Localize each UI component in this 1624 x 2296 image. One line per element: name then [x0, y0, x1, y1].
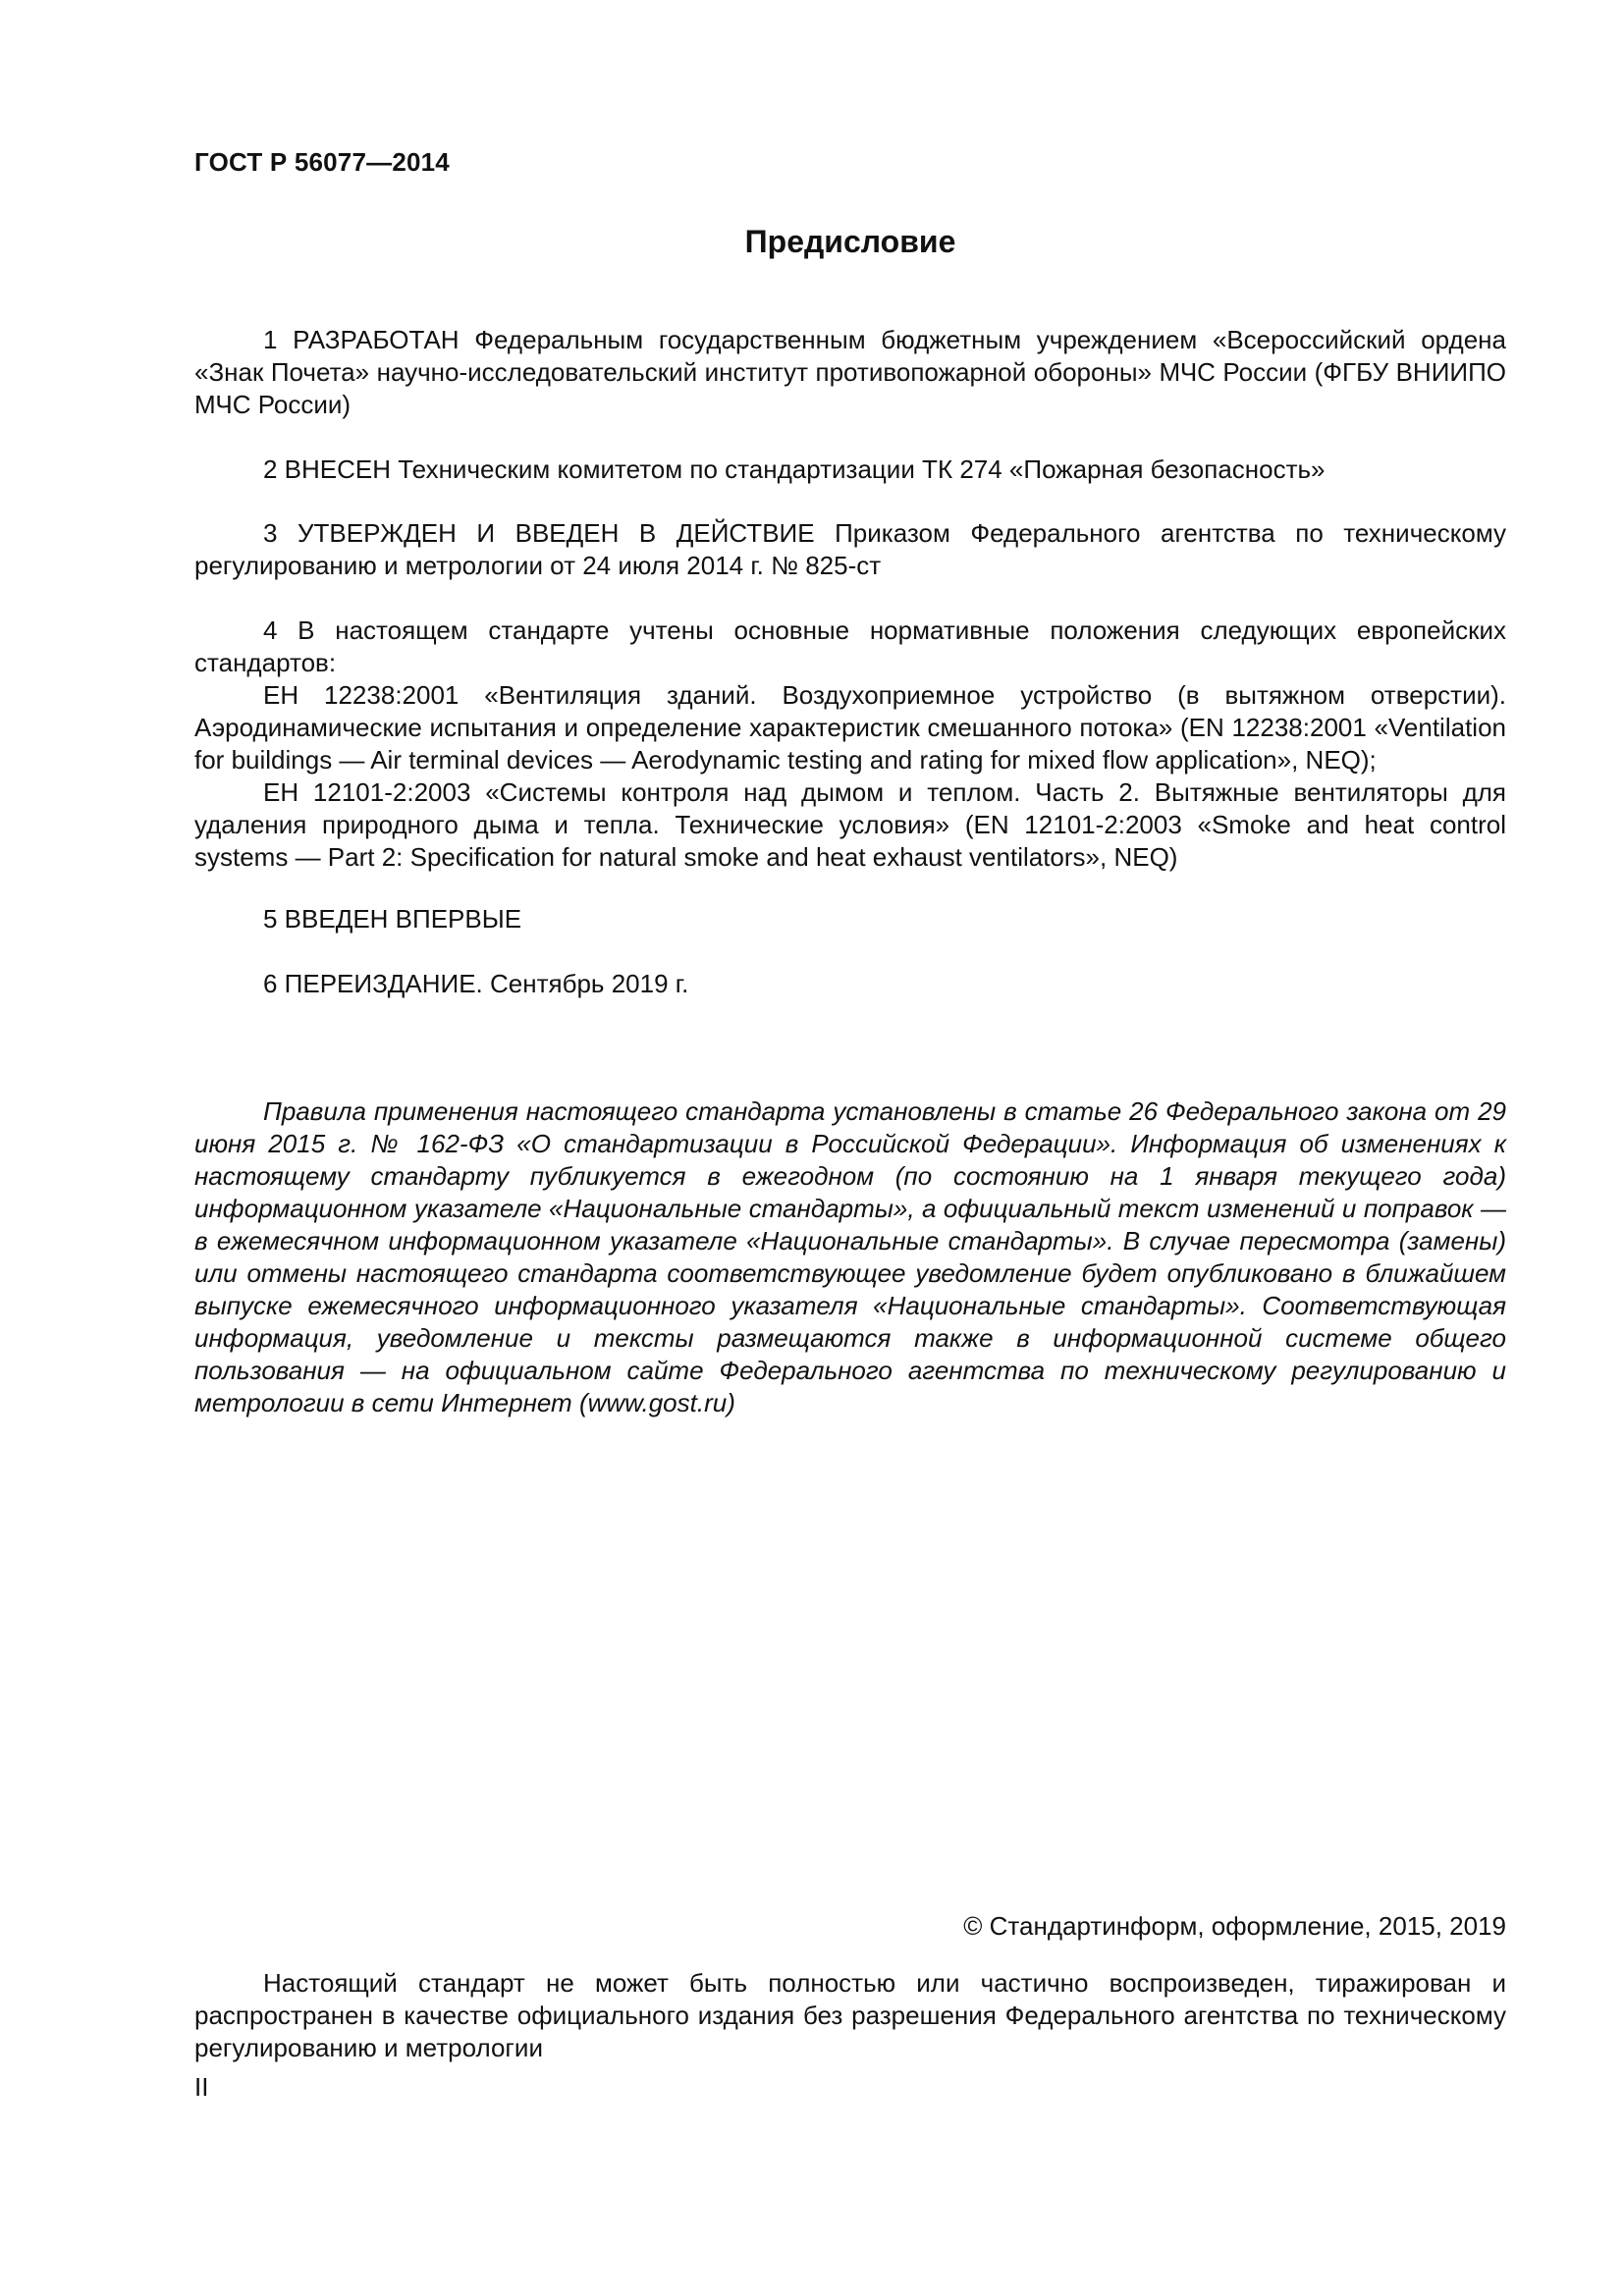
- page-number: II: [194, 2072, 209, 2102]
- item-4-intro: 4 В настоящем стандарте учтены основные нормативные положения следующих европейских стандартов:: [194, 615, 1506, 677]
- foreword-item-2: [194, 454, 1506, 486]
- item-4-standard-1: ЕН 12238:2001 «Вентиляция зданий. Воздухоприемное устройство (в вытяжном отверстии). Аэродинамические испытания и определение характеристик смешанного потока» (EN 12238:2001 «Ventilation for buildings — Air terminal devices — Aerodynamic testing and rating for mixed flow application», NEQ);: [194, 680, 1506, 774]
- copyright-line: © Стандартинформ, оформление, 2015, 2019: [963, 1911, 1506, 1941]
- page-title: Предисловие: [744, 224, 956, 259]
- foreword-item-4: [194, 614, 1506, 874]
- item-5-text: 5 ВВЕДЕН ВПЕРВЫЕ: [263, 904, 522, 934]
- item-1-text: 1 РАЗРАБОТАН Федеральным государственным бюджетным учреждением «Всероссийский ордена «Знак Почета» научно-исследовательский институт противопожарной обороны» МЧС России (ФГБУ ВНИИПО МЧС России): [194, 325, 1506, 419]
- foreword-item-3: [194, 517, 1506, 582]
- item-3-text: 3 УТВЕРЖДЕН И ВВЕДЕН В ДЕЙСТВИЕ Приказом Федерального агентства по техническому регулированию и метрологии от 24 июля 2014 г. № 825-ст: [194, 518, 1506, 580]
- item-4-standard-2: ЕН 12101-2:2003 «Системы контроля над дымом и теплом. Часть 2. Вытяжные вентиляторы для удаления природного дыма и тепла. Технические условия» (EN 12101-2:2003 «Smoke and heat control systems — Part 2: Specification for natural smoke and heat exhaust ventilators», NEQ): [194, 777, 1506, 872]
- standard-code: ГОСТ Р 56077—2014: [194, 147, 450, 177]
- foreword-item-5: [194, 903, 1506, 935]
- foreword-item-6: [194, 968, 1506, 1000]
- reproduction-restriction: [194, 1967, 1506, 2064]
- restriction-text: Настоящий стандарт не может быть полностью или частично воспроизведен, тиражирован и распространен в качестве официального издания без разрешения Федерального агентства по техническому регулированию и метрологии: [194, 1968, 1506, 2062]
- foreword-item-1: [194, 324, 1506, 421]
- application-rules-note: [194, 1095, 1506, 1419]
- item-2-text: 2 ВНЕСЕН Техническим комитетом по стандартизации ТК 274 «Пожарная безопасность»: [263, 454, 1326, 484]
- item-6-text: 6 ПЕРЕИЗДАНИЕ. Сентябрь 2019 г.: [263, 969, 689, 998]
- note-text: Правила применения настоящего стандарта установлены в статье 26 Федерального закона от 29 июня 2015 г. № 162-ФЗ «О стандартизации в Российской Федерации». Информация об изменениях к настоящему стандарту публикуется в ежегодном (по состоянию на 1 января текущего года) информационном указателе «Национальные стандарты», а официальный текст изменений и поправок — в ежемесячном информационном указателе «Национальные стандарты». В случае пересмотра (замены) или отмены настоящего стандарта соответствующее уведомление будет опубликовано в ближайшем выпуске ежемесячного информационного указателя «Национальные стандарты». Соответствующая информация, уведомление и тексты размещаются также в информационной системе общего пользования — на официальном сайте Федерального агентства по техническому регулированию и метрологии в сети Интернет (www.gost.ru): [194, 1096, 1506, 1417]
